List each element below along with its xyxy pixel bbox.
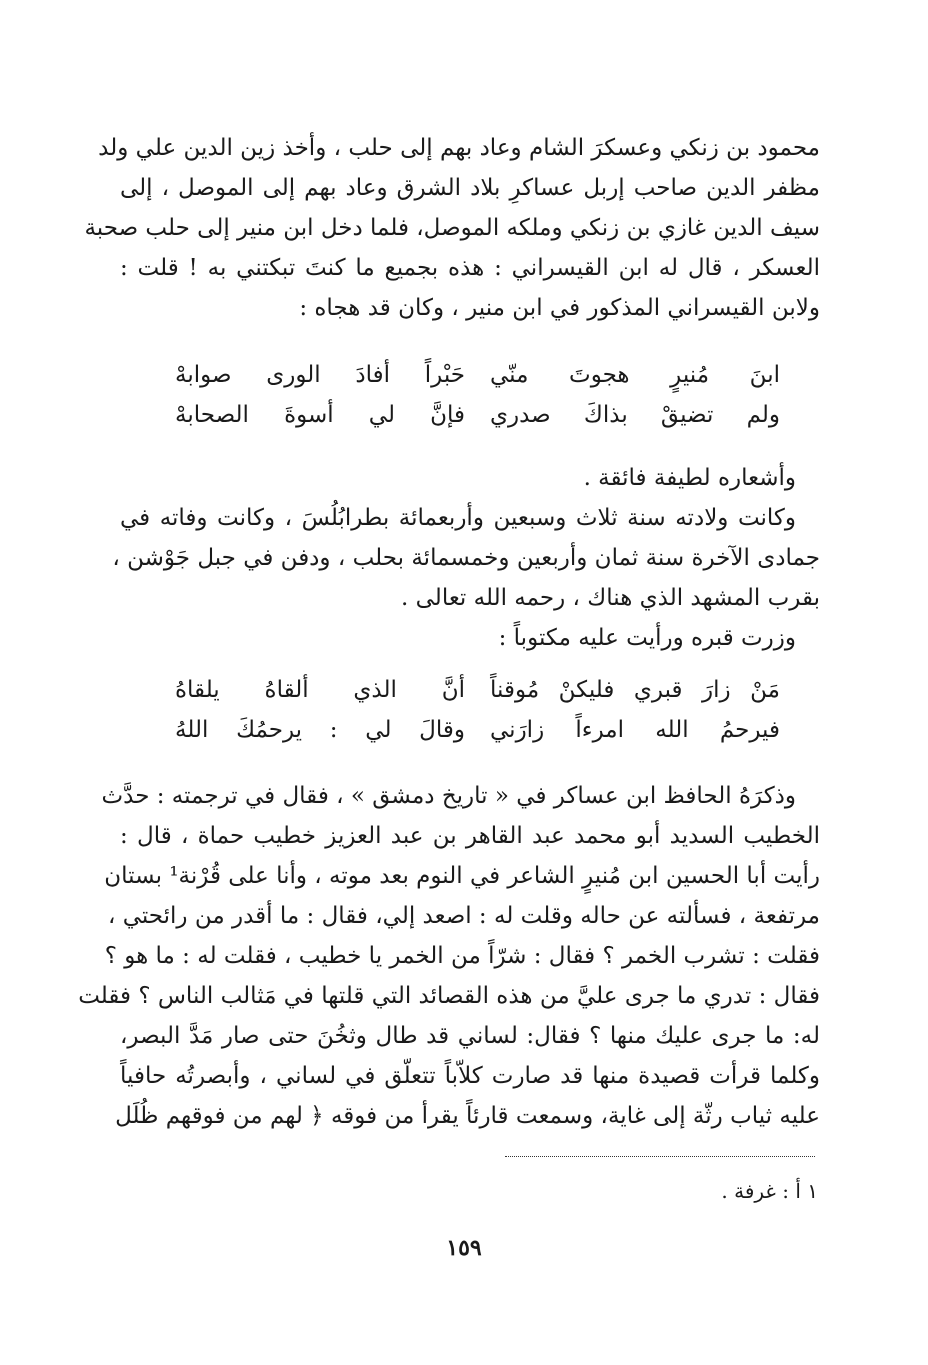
verse-first-hemistich: ابنَ مُنيرٍ هجوتَ منّي <box>490 362 780 388</box>
page-number: ١٥٩ <box>446 1235 482 1261</box>
footnote-separator <box>505 1156 815 1157</box>
verse-line <box>175 355 780 395</box>
paragraph-3 <box>112 498 820 618</box>
text-line: مرتفعة ، فسألته عن حاله وقلت له : اصعد إلي، فقال : ما أقدر من رائحتي ، <box>107 903 820 929</box>
verse-line <box>175 670 780 710</box>
text-line: مظفر الدين صاحب إربل عساكرِ بلاد الشرق وعاد بهم إلى الموصل ، إلى <box>120 175 820 201</box>
footnote: ١ أ : غرفة . <box>721 1179 818 1203</box>
text-line: بقرب المشهد الذي هناك ، رحمه الله تعالى . <box>401 585 820 611</box>
paragraph-1 <box>84 128 820 328</box>
text-line: العسكر ، قال له ابن القيسراني : هذه بجميع ما كنتَ تبكتني به ! قلت : <box>120 255 820 281</box>
verse-line <box>175 710 780 750</box>
verse-first-hemistich: فيرحمُ الله امرءاً زارَني <box>490 717 780 743</box>
verse-second-hemistich: فإنَّ لي أسوةَ الصحابهْ <box>175 402 465 428</box>
text-line: وكانت ولادته سنة ثلاث وسبعين وأربعمائة بطرابُلُسَ ، وكانت وفاته في <box>120 505 796 531</box>
verse-second-hemistich: أنَّ الذي ألقاهُ يلقاهُ <box>175 677 465 703</box>
verse-first-hemistich: ولم تضيقْ بذاكَ صدري <box>490 402 780 428</box>
paragraph-4 <box>120 618 820 658</box>
verse-first-hemistich: مَنْ زارَ قبري فليكنْ مُوقناً <box>490 677 780 703</box>
text-line: وزرت قبره ورأيت عليه مكتوباً : <box>498 625 796 651</box>
verse-block-1 <box>175 355 780 435</box>
paragraph-5 <box>78 776 820 1136</box>
text-line: رأيت أبا الحسين ابن مُنيرٍ الشاعر في النوم بعد موته ، وأنا على قُرْنة¹ بستان <box>104 863 820 889</box>
text-line: وأشعاره لطيفة فائقة . <box>583 465 796 491</box>
text-line: وذكرَهُ الحافظ ابن عساكر في « تاريخ دمشق » ، فقال في ترجمته : حدَّث <box>101 783 796 809</box>
text-line: فقلت : تشرب الخمر ؟ فقال : شرّاً من الخمر يا خطيب ، فقلت له : ما هو ؟ <box>104 943 820 969</box>
text-line: الخطيب السديد أبو محمد عبد القاهر بن عبد العزيز خطيب حماة ، قال : <box>120 823 820 849</box>
text-line: جمادى الآخرة سنة ثمان وأربعين وخمسمائة بحلب ، ودفن في جبل جَوْشن ، <box>112 545 820 571</box>
verse-block-2 <box>175 670 780 750</box>
text-line: له: ما جرى عليك منها ؟ فقال: لساني قد طال وثخُنَ حتى صار مَدَّ البصر، <box>120 1023 820 1049</box>
verse-second-hemistich: وقالَ لي : يرحمُكَ اللهُ <box>175 717 465 743</box>
text-line: فقال : تدري ما جرى عليَّ من هذه القصائد التي قلتها في مَثالب الناس ؟ فقلت <box>78 983 820 1009</box>
paragraph-2 <box>120 458 820 498</box>
text-line: عليه ثياب رثّة إلى غاية، وسمعت قارئاً يقرأ من فوقه ﴿ لهم من فوقهم ظُلَل <box>115 1103 820 1129</box>
text-line: ولابن القيسراني المذكور في ابن منير ، وكان قد هجاه : <box>299 295 820 321</box>
text-line: محمود بن زنكي وعسكرَ الشام وعاد بهم إلى حلب ، وأخذ زين الدين علي ولد <box>98 135 820 161</box>
verse-second-hemistich: حَبْراً أفادَ الورى صوابهْ <box>175 362 465 388</box>
verse-line <box>175 395 780 435</box>
text-line: وكلما قرأت قصيدة منها قد صارت كلاّباً تتعلّق في لساني ، وأبصرتُه حافياً <box>120 1063 820 1089</box>
text-line: سيف الدين غازي بن زنكي وملكه الموصل، فلما دخل ابن منير إلى حلب صحبة <box>84 215 820 241</box>
